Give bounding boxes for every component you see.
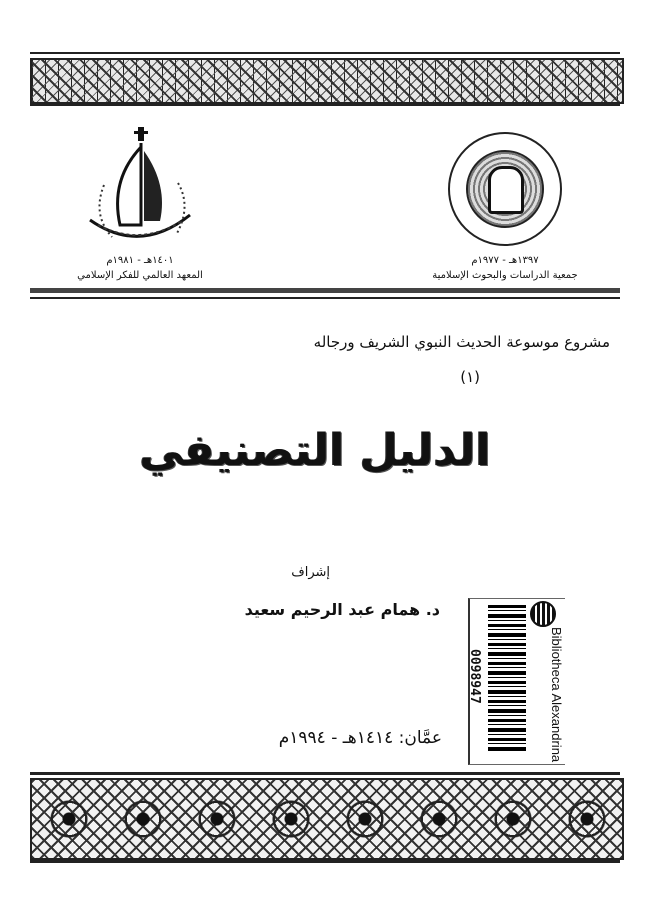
bottom-ornament-band (30, 778, 624, 860)
project-line: مشروع موسوعة الحديث النبوي الشريف ورجاله (313, 333, 610, 351)
library-logo-icon (530, 601, 556, 627)
barcode-icon (488, 605, 526, 753)
right-org-name: جمعية الدراسات والبحوث الإسلامية (432, 270, 578, 281)
top-ornament-band (30, 58, 624, 104)
barcode-number: 0098947 (467, 649, 482, 704)
top-rule (30, 52, 620, 54)
top-rule-lower (30, 104, 620, 106)
bottom-rule-upper (30, 772, 620, 775)
left-logo (80, 125, 200, 255)
bottom-rule-lower (30, 860, 620, 863)
right-org-dates: ١٣٩٧هـ - ١٩٧٧م (471, 255, 539, 266)
left-org-dates: ١٤٠١هـ - ١٩٨١م (106, 255, 174, 266)
book-title: الدليل التصنيفي (139, 425, 491, 476)
left-org-name: المعهد العالمي للفكر الإسلامي (77, 270, 203, 281)
volume-number: (١) (460, 368, 480, 386)
logo-divider-thick (30, 288, 620, 293)
ship-emblem-icon (80, 125, 200, 255)
right-logo (440, 128, 570, 258)
logo-divider-thin (30, 297, 620, 299)
library-barcode-stamp (468, 598, 565, 765)
library-name: Bibliotheca Alexandrina (549, 627, 564, 763)
supervisor-name: د. همام عبد الرحيم سعيد (244, 600, 440, 619)
publication-line: عمَّان: ١٤١٤هـ - ١٩٩٤م (278, 728, 442, 748)
medallion-center-icon (488, 166, 524, 214)
supervision-label: إشراف (291, 565, 330, 580)
